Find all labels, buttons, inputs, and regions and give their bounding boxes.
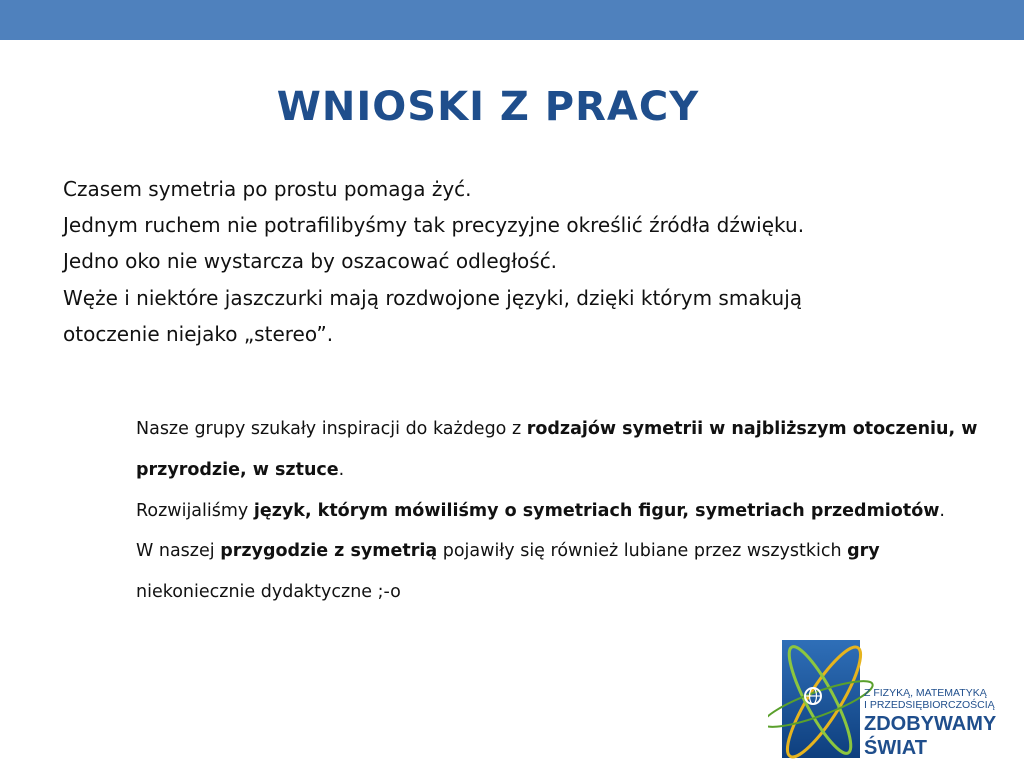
slide-title: WNIOSKI Z PRACY [276,84,700,130]
sub-paragraph-3 [136,531,986,613]
logo-line-2: I PRZEDSIĘBIORCZOŚCIĄ [864,699,995,711]
body-line: Węże i niektóre jaszczurki mają rozdwojone języki, dzięki którym smakują [63,285,803,310]
body-line: Jedno oko nie wystarcza by oszacować odległość. [63,249,558,274]
sub-p3-bold2: gry [847,541,880,562]
body-line: otoczenie niejako „stereo”. [63,321,334,346]
sub-paragraph-2 [136,491,986,532]
sub-p2-end: . [939,500,945,521]
sub-p1-end: . [338,459,345,480]
project-logo [768,620,1024,768]
sub-paragraph-1 [136,409,986,491]
top-bar [0,0,1024,40]
sub-p2-bold: język, którym mówiliśmy o symetriach figur, symetriach przedmiotów [253,500,940,521]
logo-line-1: Z FIZYKĄ, MATEMATYKĄ [864,687,987,699]
sub-p2-text: Rozwijaliśmy [136,500,254,521]
body-line: Czasem symetria po prostu pomaga żyć. [63,177,472,201]
logo-line-4: ŚWIAT [864,737,927,759]
sub-text [136,409,986,613]
sub-p3-bold: przygodzie z symetrią [220,541,438,562]
sub-p1-bold: rodzajów symetrii w najbliższym otoczeniu, w przyrodzie, w sztuce [136,419,978,480]
sub-p1-text: Nasze grupy szukały inspiracji do każdego z [136,419,527,439]
sub-p3-mid: pojawiły się również lubiane przez wszystkich [437,541,848,562]
body-line: Jednym ruchem nie potrafilibyśmy tak precyzyjne określić źródła dźwięku. [63,213,805,238]
sub-p3-end: niekoniecznie dydaktyczne ;-o [136,582,401,603]
body-text [63,171,993,352]
sub-p3-text: W naszej [136,541,221,562]
logo-line-3: ZDOBYWAMY [864,713,997,735]
project-logo-graphic [768,620,1024,768]
